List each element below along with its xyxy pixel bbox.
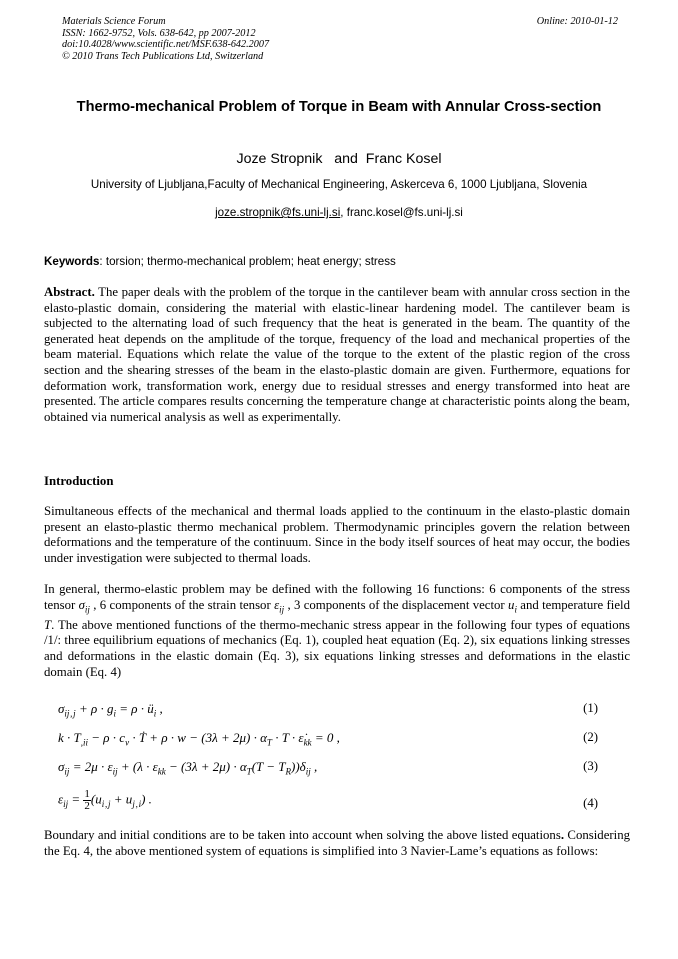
online-date: Online: 2010-01-12	[536, 16, 618, 27]
equation-2	[58, 730, 598, 750]
doi-line: doi:10.4028/www.scientific.net/MSF.638-642.2007	[62, 39, 270, 51]
abstract	[44, 285, 630, 425]
equation-3-formula: $\sigma_{ij} = 2\mu \cdot \varepsilon_{ij} + (\lambda \cdot \varepsilon_{kk} - (3\lambda + 2\mu) \cdot \alpha_T(T - T_R))\delta_{ij}$ ,	[58, 759, 318, 777]
equation-1-number: (1)	[583, 701, 598, 715]
abstract-label: Abstract.	[44, 285, 95, 299]
equation-2-formula: $k \cdot T_{,ii} - \rho \cdot c_v$ · Ṫ + $\rho \cdot w - (3\lambda + 2\mu) \cdot \alpha_T \cdot T$ · $\varepsiloṅ_{kk} = 0$ ,	[58, 730, 340, 748]
affiliation: University of Ljubljana,Faculty of Mechanical Engineering, Askerceva 6, 1000 Ljubljana, Slovenia	[90, 178, 588, 191]
email-second: , franc.kosel@fs.uni-lj.si	[340, 206, 463, 219]
equation-3-number: (3)	[583, 759, 598, 773]
keywords-text: : torsion; thermo-mechanical problem; heat energy; stress	[99, 255, 396, 268]
keywords	[44, 255, 634, 268]
abstract-text: The paper deals with the problem of the torque in the cantilever beam with annular cross section in the elasto-plastic domain, considering the material with elastic-linear hardening model. The cantilever beam is subjected to the alternating load of such frequency that the heat is generated in the beam. The quantity of the generated heat depends on the amplitude of the torque, frequency of the load and mechanical properties of the beam material. Equations which relate the value of the torque to the extent of the plastic region of the cross section and the shearing stresses of the beam in the elasto-plastic domain are given. Furthermore, equations for deformation work, transformation work, energy due to residual stresses and energy transformed into heat are presented. The article compares results concerning the temperature change at characteristic points along the beam, obtained via numerical analysis as well as experimentally.	[44, 285, 630, 424]
equation-4-number: (4)	[583, 796, 598, 810]
equation-4-formula: $\varepsilon_{ij}$ = $\frac{1}{2}$ $(u_{i , j} + u_{j , i})$ .	[58, 788, 152, 812]
copyright-line: © 2010 Trans Tech Publications Ltd, Switzerland	[62, 50, 264, 62]
authors: Joze Stropnik and Franc Kosel	[236, 151, 442, 167]
intro-paragraph-1: Simultaneous effects of the mechanical and thermal loads applied to the continuum in the elasto-plastic domain present an elasto-plastic thermo mechanical problem. Thermodynamic principles govern the relation between deformations and the temperature of the continuum. Since in the body itself sources of heat may occur, the bodies under investigation were subjected to thermal loads.	[44, 504, 630, 565]
issn-line: ISSN: 1662-9752, Vols. 638-642, pp 2007-2012	[62, 27, 256, 39]
keywords-label: Keywords	[44, 255, 100, 268]
journal-header	[62, 16, 618, 62]
section-heading-introduction: Introduction	[44, 474, 114, 488]
intro-paragraph-2: In general, thermo-elastic problem may be defined with the following 16 functions: 6 components of the stress tensor $\sigma_{ij}$ , 6 components of the strain tensor $\varepsilon_{ij}$ , 3 components of the displacement vector $u_i$ and temperature field T. The above mentioned functions of the thermo-mechanic stress appear in the following four types of equations /1/: three equilibrium equations of mechanics (Eq. 1), coupled heat equation (Eq. 2), six equations linking stresses and deformations in the elastic domain (Eq. 3), six equations linking stresses and deformations in the elastic domain (Eq. 4)	[44, 582, 630, 679]
equation-1-formula: $\sigma_{ij , j} + \rho \cdot g_i = \rho$ · $ü_i$ ,	[58, 701, 163, 719]
equation-1	[58, 701, 598, 721]
intro-paragraph-3: Boundary and initial conditions are to be taken into account when solving the above listed equations. Considering the Eq. 4, the above mentioned system of equations is simplified into 3 Navier-Lame’s equations as follows:	[44, 828, 630, 858]
equation-3	[58, 759, 598, 779]
email-link-first[interactable]: joze.stropnik@fs.uni-lj.si	[215, 206, 341, 219]
paper-title: Thermo-mechanical Problem of Torque in Beam with Annular Cross-section	[76, 99, 602, 115]
equation-2-number: (2)	[583, 730, 598, 744]
equation-4	[58, 787, 598, 819]
author-emails	[0, 206, 678, 219]
fraction-one-half: $\frac{1}{2}$	[84, 788, 90, 812]
journal-name: Materials Science Forum	[62, 16, 166, 27]
